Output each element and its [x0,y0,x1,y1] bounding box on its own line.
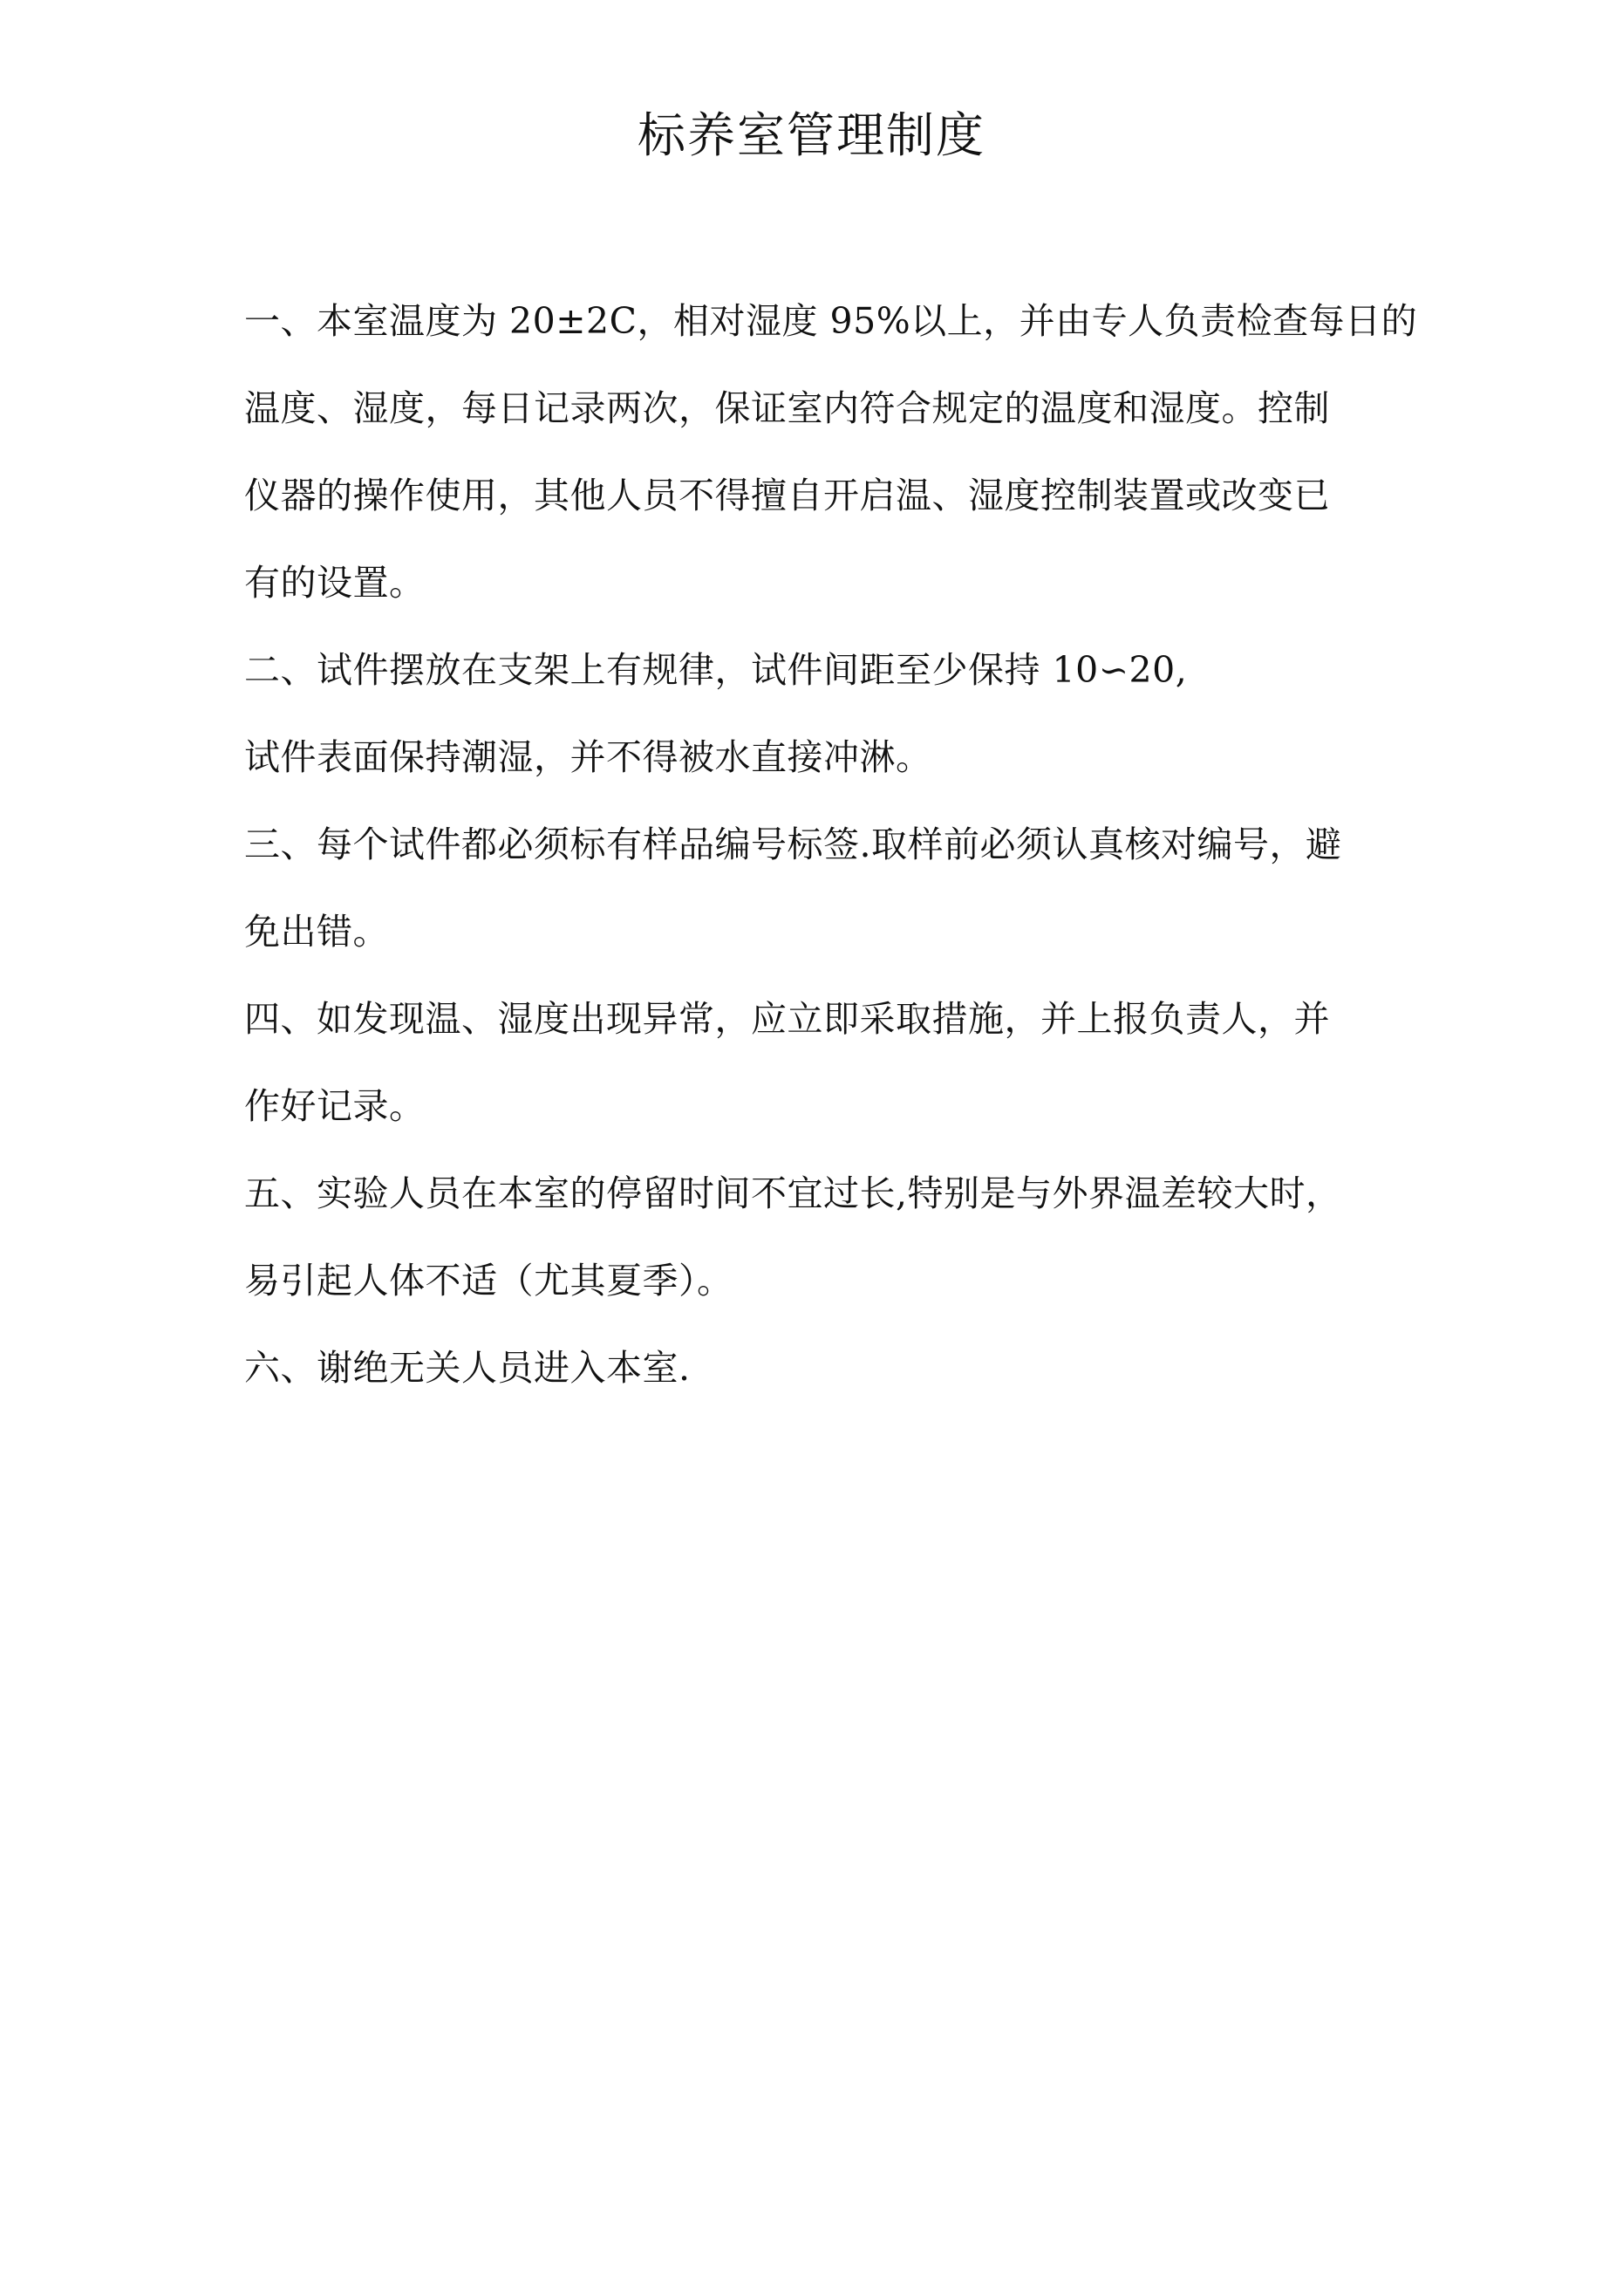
rule-6-line-1: 六、谢绝无关人员进入本室. [244,1347,691,1389]
rule-1-line-1: 一、本室温度为 20±2C，相对湿度 95%以上，并由专人负责检查每日的 [244,300,1418,342]
rule-4-line-1: 四、如发现温、湿度出现异常，应立即采取措施，并上报负责人，并 [244,998,1330,1040]
rule-5-line-1: 五、实验人员在本室的停留时间不宜过长,特别是与外界温差较大时， [244,1172,1342,1214]
rule-3-line-1: 三、每个试件都必须标有样品编号标签.取样前必须认真核对编号，避 [244,823,1342,865]
rule-5-line-2: 易引起人体不适（尤其夏季）。 [244,1260,733,1302]
document-title: 标养室管理制度 [637,107,985,163]
rule-2-line-2: 试件表面保持潮湿，并不得被水直接冲淋。 [244,736,932,778]
rule-1-line-2: 温度、湿度，每日记录两次，保证室内符合规定的温度和湿度。控制 [244,387,1330,429]
document-body [244,277,1418,1411]
rule-1-line-4: 有的设置。 [244,562,426,604]
rule-2-line-1: 二、试件摆放在支架上有规律，试件间距至少保持 10∽20, [244,649,1188,691]
rule-3-line-2: 免出错。 [244,911,389,953]
rule-4-line-2: 作好记录。 [244,1085,426,1127]
rule-1-line-3: 仪器的操作使用，其他人员不得擅自开启温、湿度控制装置或改变已 [244,475,1330,516]
